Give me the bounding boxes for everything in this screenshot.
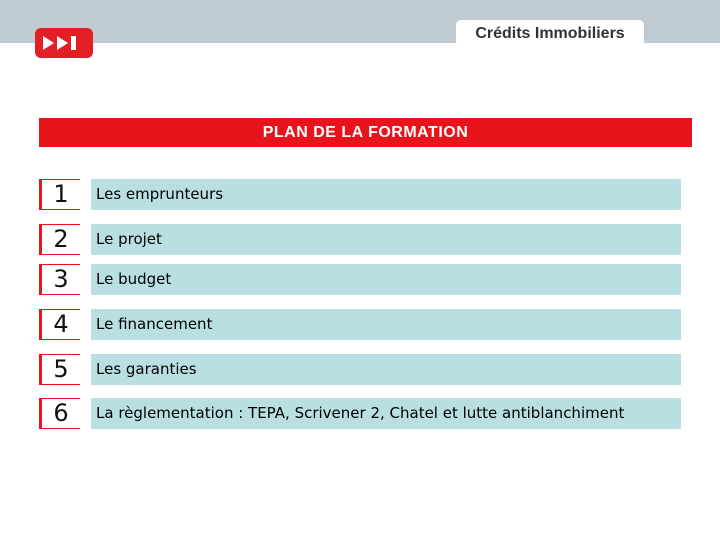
item-number-box bbox=[39, 264, 80, 295]
item-label: Les garanties bbox=[91, 354, 681, 385]
brand-logo-icon bbox=[35, 28, 93, 58]
item-label: Le financement bbox=[91, 309, 681, 340]
plan-item bbox=[39, 224, 681, 255]
document-title-tab: Crédits Immobiliers bbox=[456, 20, 644, 44]
plan-item bbox=[39, 264, 681, 295]
item-number: 2 bbox=[42, 225, 80, 254]
item-number: 3 bbox=[42, 265, 80, 294]
item-number: 5 bbox=[42, 355, 80, 384]
item-number-box bbox=[39, 398, 80, 429]
plan-title: PLAN DE LA FORMATION bbox=[39, 118, 692, 147]
item-number-box bbox=[39, 179, 80, 210]
item-number: 4 bbox=[42, 310, 80, 339]
item-label: Le projet bbox=[91, 224, 681, 255]
plan-item bbox=[39, 309, 681, 340]
item-number: 1 bbox=[42, 180, 80, 209]
item-label: La règlementation : TEPA, Scrivener 2, Chatel et lutte antiblanchiment bbox=[91, 398, 681, 429]
item-number: 6 bbox=[42, 399, 80, 428]
item-label: Le budget bbox=[91, 264, 681, 295]
item-number-box bbox=[39, 309, 80, 340]
item-label: Les emprunteurs bbox=[91, 179, 681, 210]
plan-item bbox=[39, 354, 681, 385]
item-number-box bbox=[39, 354, 80, 385]
item-number-box bbox=[39, 224, 80, 255]
plan-item bbox=[39, 179, 681, 210]
plan-item bbox=[39, 398, 681, 429]
